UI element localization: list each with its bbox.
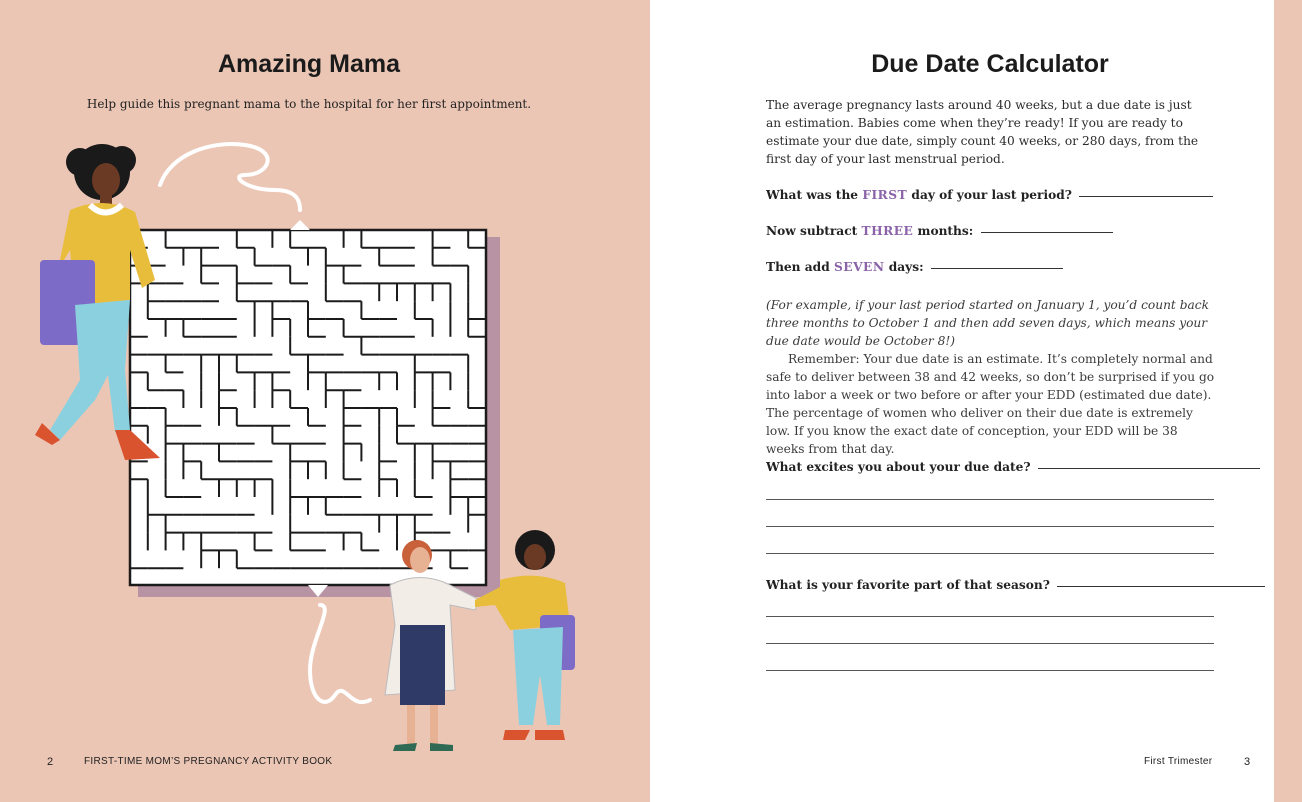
excites-question	[766, 460, 1260, 474]
excites-answer-line[interactable]	[1038, 467, 1260, 469]
q3-pre: Then add	[766, 260, 830, 274]
pregnant-mama-illustration	[30, 140, 180, 465]
q1-highlight: FIRST	[862, 188, 908, 202]
right-page	[650, 0, 1274, 802]
doctor-greeting-illustration	[375, 525, 585, 755]
q4-text: What excites you about your due date?	[766, 460, 1031, 474]
next-page-edge	[1274, 0, 1302, 802]
q3-post: days:	[888, 260, 924, 274]
intro-text: The average pregnancy lasts around 40 weeks, but a due date is just an estimation. Babies come when they’re ready! If you are ready to estimate your due date, simply count 40 weeks, or 280 days, from the first day of your last menstrual period.	[766, 98, 1199, 166]
q2-highlight: THREE	[861, 224, 914, 238]
book-title-footer: FIRST-TIME MOM’S PREGNANCY ACTIVITY BOOK	[84, 756, 333, 767]
answer-line[interactable]	[766, 553, 1214, 554]
intro-paragraph	[766, 96, 1206, 168]
season-answer-line[interactable]	[1057, 585, 1265, 587]
page-title: Due Date Calculator	[871, 50, 1109, 78]
maze-instruction: Help guide this pregnant mama to the hospital for her first appointment.	[86, 97, 532, 111]
example-note: (For example, if your last period started on January 1, you’d count back three months to October 1 and then add seven days, which means your due date would be October 8!)	[766, 298, 1209, 348]
answer-line[interactable]	[766, 670, 1214, 671]
answer-line[interactable]	[766, 616, 1214, 617]
q3-highlight: SEVEN	[833, 260, 885, 274]
section-footer: First Trimester	[1144, 756, 1213, 767]
q1-pre: What was the	[766, 188, 859, 202]
answer-line[interactable]	[766, 499, 1214, 500]
first-day-question	[766, 188, 1213, 202]
add-days-answer-line[interactable]	[931, 267, 1063, 269]
q2-pre: Now subtract	[766, 224, 858, 238]
page-number-left: 2	[47, 756, 54, 768]
season-question	[766, 578, 1265, 592]
q5-text: What is your favorite part of that season?	[766, 578, 1050, 592]
q2-post: months:	[917, 224, 974, 238]
page-title: Amazing Mama	[218, 50, 400, 78]
subtract-answer-line[interactable]	[981, 231, 1113, 233]
path-squiggle-bottom	[300, 600, 380, 720]
add-days-question	[766, 260, 1063, 274]
q1-post: day of your last period?	[911, 188, 1072, 202]
answer-line[interactable]	[766, 526, 1214, 527]
remember-paragraph	[766, 350, 1216, 458]
left-page	[0, 0, 650, 802]
remember-text: Remember: Your due date is an estimate. It’s completely normal and safe to deliver between 38 and 42 weeks, so don’t be surprised if you go into labor a week or two before or after your EDD (estimated due date). The percentage of women who deliver on their due date is extremely low. If you know the exact date of conception, your EDD will be 38 weeks from that day.	[766, 352, 1215, 456]
page-number-right: 3	[1244, 756, 1251, 768]
answer-line[interactable]	[766, 643, 1214, 644]
subtract-months-question	[766, 224, 1113, 238]
first-day-answer-line[interactable]	[1079, 195, 1213, 197]
